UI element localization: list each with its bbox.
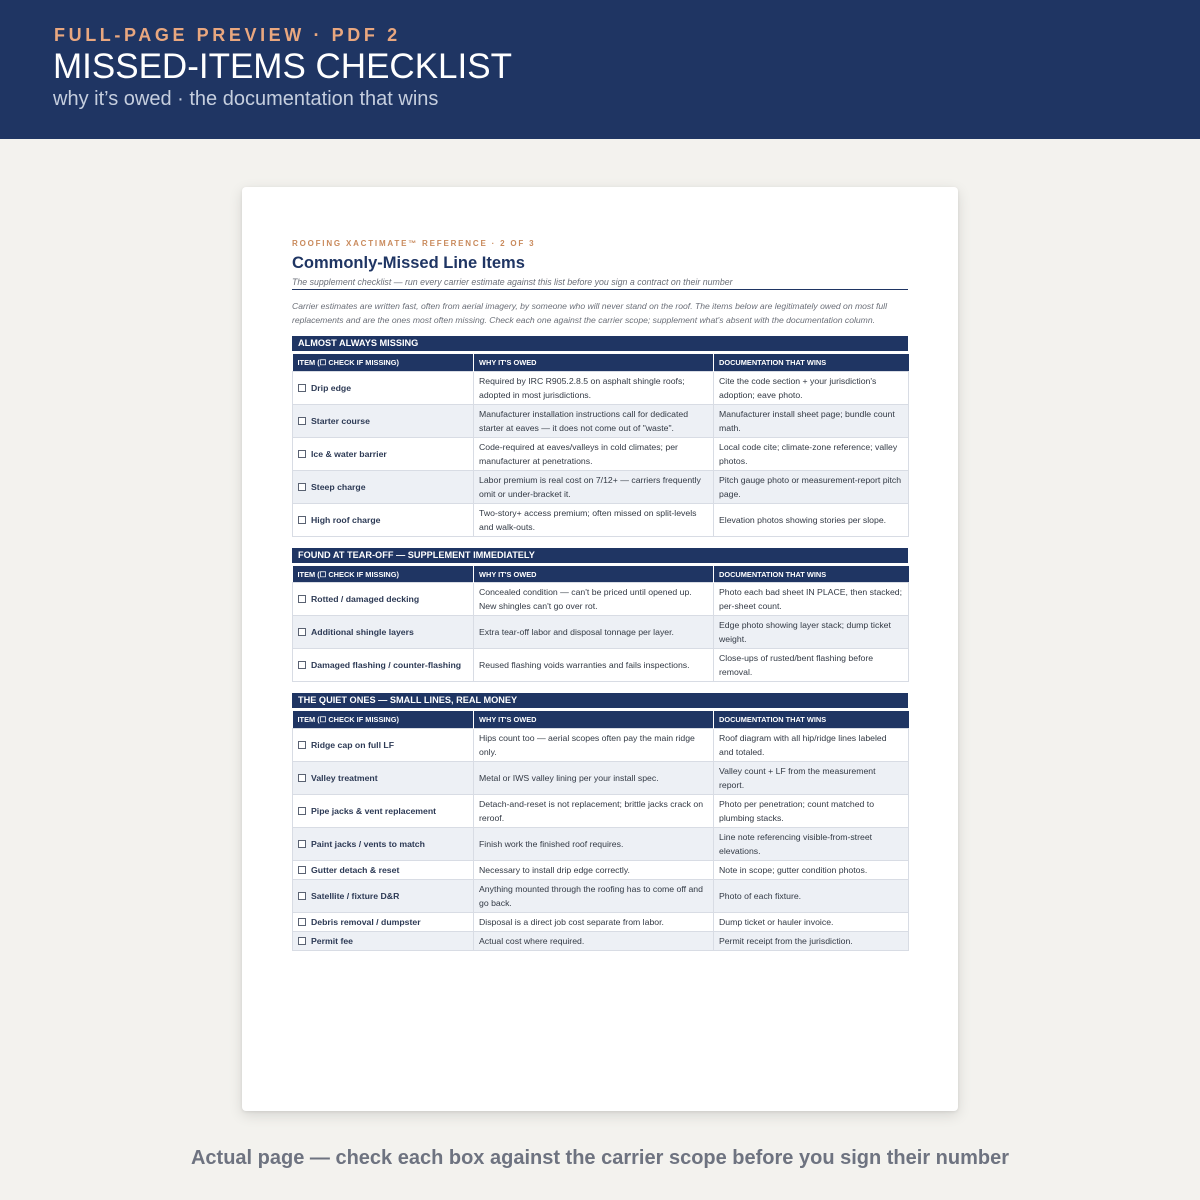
why-owed-cell: Labor premium is real cost on 7/12+ — carriers frequently omit or under-bracket it. (474, 470, 714, 503)
section-title: FOUND AT TEAR-OFF — SUPPLEMENT IMMEDIATELY (292, 548, 908, 563)
table-header-row (293, 711, 909, 728)
item-label: Steep charge (311, 481, 366, 492)
item-cell (293, 794, 474, 827)
checklist-section (292, 336, 908, 537)
item-cell (293, 371, 474, 404)
table-row (293, 583, 909, 616)
documentation-cell: Elevation photos showing stories per slope. (714, 503, 909, 536)
documentation-cell: Close-ups of rusted/bent flashing before removal. (714, 649, 909, 682)
why-owed-cell: Detach-and-reset is not replacement; brittle jacks crack on reroof. (474, 794, 714, 827)
page-title: MISSED-ITEMS CHECKLIST (53, 47, 512, 86)
column-header: DOCUMENTATION THAT WINS (714, 354, 909, 371)
item-label: Valley treatment (311, 772, 378, 783)
checkbox-icon[interactable] (298, 417, 306, 425)
why-owed-cell: Disposal is a direct job cost separate from labor. (474, 912, 714, 931)
item-cell (293, 931, 474, 950)
documentation-cell: Photo each bad sheet IN PLACE, then stacked; per-sheet count. (714, 583, 909, 616)
why-owed-cell: Metal or IWS valley lining per your install spec. (474, 761, 714, 794)
item-label: Starter course (311, 415, 370, 426)
document-preview-sheet (242, 187, 958, 1111)
table-row (293, 794, 909, 827)
checkbox-icon[interactable] (298, 937, 306, 945)
documentation-cell: Permit receipt from the jurisdiction. (714, 931, 909, 950)
column-header: DOCUMENTATION THAT WINS (714, 566, 909, 583)
documentation-cell: Pitch gauge photo or measurement-report pitch page. (714, 470, 909, 503)
item-label: Gutter detach & reset (311, 864, 400, 875)
documentation-cell: Manufacturer install sheet page; bundle count math. (714, 404, 909, 437)
preview-eyebrow: FULL-PAGE PREVIEW · PDF 2 (54, 25, 401, 45)
documentation-cell: Photo per penetration; count matched to plumbing stacks. (714, 794, 909, 827)
why-owed-cell: Two-story+ access premium; often missed on split-levels and walk-outs. (474, 503, 714, 536)
why-owed-cell: Extra tear-off labor and disposal tonnage per layer. (474, 616, 714, 649)
item-cell (293, 912, 474, 931)
why-owed-cell: Manufacturer installation instructions call for dedicated starter at eaves — it does not come out of "waste". (474, 404, 714, 437)
column-header: ITEM (☐ CHECK IF MISSING) (293, 354, 474, 371)
checkbox-icon[interactable] (298, 866, 306, 874)
why-owed-cell: Actual cost where required. (474, 931, 714, 950)
header-banner (0, 0, 1200, 139)
section-title: THE QUIET ONES — SMALL LINES, REAL MONEY (292, 693, 908, 708)
why-owed-cell: Code-required at eaves/valleys in cold climates; per manufacturer at penetrations. (474, 437, 714, 470)
item-cell (293, 616, 474, 649)
checklist-sections (292, 336, 908, 951)
item-cell (293, 503, 474, 536)
documentation-cell: Valley count + LF from the measurement report. (714, 761, 909, 794)
column-header: DOCUMENTATION THAT WINS (714, 711, 909, 728)
item-cell (293, 879, 474, 912)
item-label: Ice & water barrier (311, 448, 387, 459)
table-row (293, 761, 909, 794)
checkbox-icon[interactable] (298, 384, 306, 392)
documentation-cell: Edge photo showing layer stack; dump ticket weight. (714, 616, 909, 649)
table-row (293, 649, 909, 682)
column-header: ITEM (☐ CHECK IF MISSING) (293, 711, 474, 728)
column-header: WHY IT'S OWED (474, 354, 714, 371)
documentation-cell: Dump ticket or hauler invoice. (714, 912, 909, 931)
checkbox-icon[interactable] (298, 628, 306, 636)
why-owed-cell: Necessary to install drip edge correctly. (474, 860, 714, 879)
item-cell (293, 728, 474, 761)
documentation-cell: Note in scope; gutter condition photos. (714, 860, 909, 879)
documentation-cell: Roof diagram with all hip/ridge lines labeled and totaled. (714, 728, 909, 761)
checklist-table (292, 354, 909, 537)
table-row (293, 912, 909, 931)
item-label: Pipe jacks & vent replacement (311, 805, 437, 816)
table-row (293, 470, 909, 503)
table-row (293, 860, 909, 879)
column-header: ITEM (☐ CHECK IF MISSING) (293, 566, 474, 583)
table-row (293, 404, 909, 437)
checkbox-icon[interactable] (298, 450, 306, 458)
documentation-cell: Line note referencing visible-from-street elevations. (714, 827, 909, 860)
item-label: Additional shingle layers (311, 627, 414, 638)
sheet-title: Commonly-Missed Line Items (292, 254, 525, 272)
table-row (293, 931, 909, 950)
checkbox-icon[interactable] (298, 516, 306, 524)
item-cell (293, 437, 474, 470)
sheet-subtitle: The supplement checklist — run every carrier estimate against this list before you sign a contract on their number (292, 277, 908, 290)
checkbox-icon[interactable] (298, 661, 306, 669)
table-header-row (293, 354, 909, 371)
table-row (293, 728, 909, 761)
why-owed-cell: Hips count too — aerial scopes often pay the main ridge only. (474, 728, 714, 761)
column-header: WHY IT'S OWED (474, 566, 714, 583)
item-cell (293, 860, 474, 879)
item-cell (293, 761, 474, 794)
why-owed-cell: Required by IRC R905.2.8.5 on asphalt shingle roofs; adopted in most jurisdictions. (474, 371, 714, 404)
checkbox-icon[interactable] (298, 840, 306, 848)
preview-caption: Actual page — check each box against the carrier scope before you sign their number (190, 1147, 1010, 1169)
checkbox-icon[interactable] (298, 918, 306, 926)
documentation-cell: Photo of each fixture. (714, 879, 909, 912)
item-label: High roof charge (311, 514, 381, 525)
item-cell (293, 827, 474, 860)
sheet-content (292, 239, 908, 951)
checkbox-icon[interactable] (298, 892, 306, 900)
checklist-table (292, 711, 909, 951)
why-owed-cell: Reused flashing voids warranties and fails inspections. (474, 649, 714, 682)
table-row (293, 827, 909, 860)
checkbox-icon[interactable] (298, 741, 306, 749)
item-label: Damaged flashing / counter-flashing (311, 660, 462, 671)
item-label: Debris removal / dumpster (311, 916, 421, 927)
table-header-row (293, 566, 909, 583)
documentation-cell: Local code cite; climate-zone reference; valley photos. (714, 437, 909, 470)
item-label: Paint jacks / vents to match (311, 838, 425, 849)
checkbox-icon[interactable] (298, 483, 306, 491)
sheet-kicker: ROOFING XACTIMATE™ REFERENCE · 2 OF 3 (292, 239, 536, 248)
item-cell (293, 470, 474, 503)
item-label: Permit fee (311, 935, 354, 946)
item-cell (293, 583, 474, 616)
item-label: Rotted / damaged decking (311, 594, 420, 605)
column-header: WHY IT'S OWED (474, 711, 714, 728)
item-label: Satellite / fixture D&R (311, 890, 400, 901)
table-row (293, 879, 909, 912)
table-row (293, 437, 909, 470)
checkbox-icon[interactable] (298, 774, 306, 782)
checklist-section (292, 693, 908, 951)
item-label: Ridge cap on full LF (311, 739, 395, 750)
item-label: Drip edge (311, 382, 352, 393)
why-owed-cell: Anything mounted through the roofing has to come off and go back. (474, 879, 714, 912)
sheet-intro: Carrier estimates are written fast, often from aerial imagery, by someone who will never stand on the roof. The items below are legitimately owed on most full replacements and are the ones most often missing. Check each one against the carrier scope; supplement what's absent with the documentation column. (292, 301, 887, 326)
page-subtitle: why it’s owed · the documentation that wins (53, 88, 439, 110)
checklist-table (292, 566, 909, 683)
table-row (293, 503, 909, 536)
checkbox-icon[interactable] (298, 595, 306, 603)
table-row (293, 616, 909, 649)
why-owed-cell: Concealed condition — can't be priced until opened up. New shingles can't go over rot. (474, 583, 714, 616)
documentation-cell: Cite the code section + your jurisdiction's adoption; eave photo. (714, 371, 909, 404)
table-row (293, 371, 909, 404)
checklist-section (292, 548, 908, 683)
checkbox-icon[interactable] (298, 807, 306, 815)
item-cell (293, 404, 474, 437)
section-title: ALMOST ALWAYS MISSING (292, 336, 908, 351)
item-cell (293, 649, 474, 682)
why-owed-cell: Finish work the finished roof requires. (474, 827, 714, 860)
